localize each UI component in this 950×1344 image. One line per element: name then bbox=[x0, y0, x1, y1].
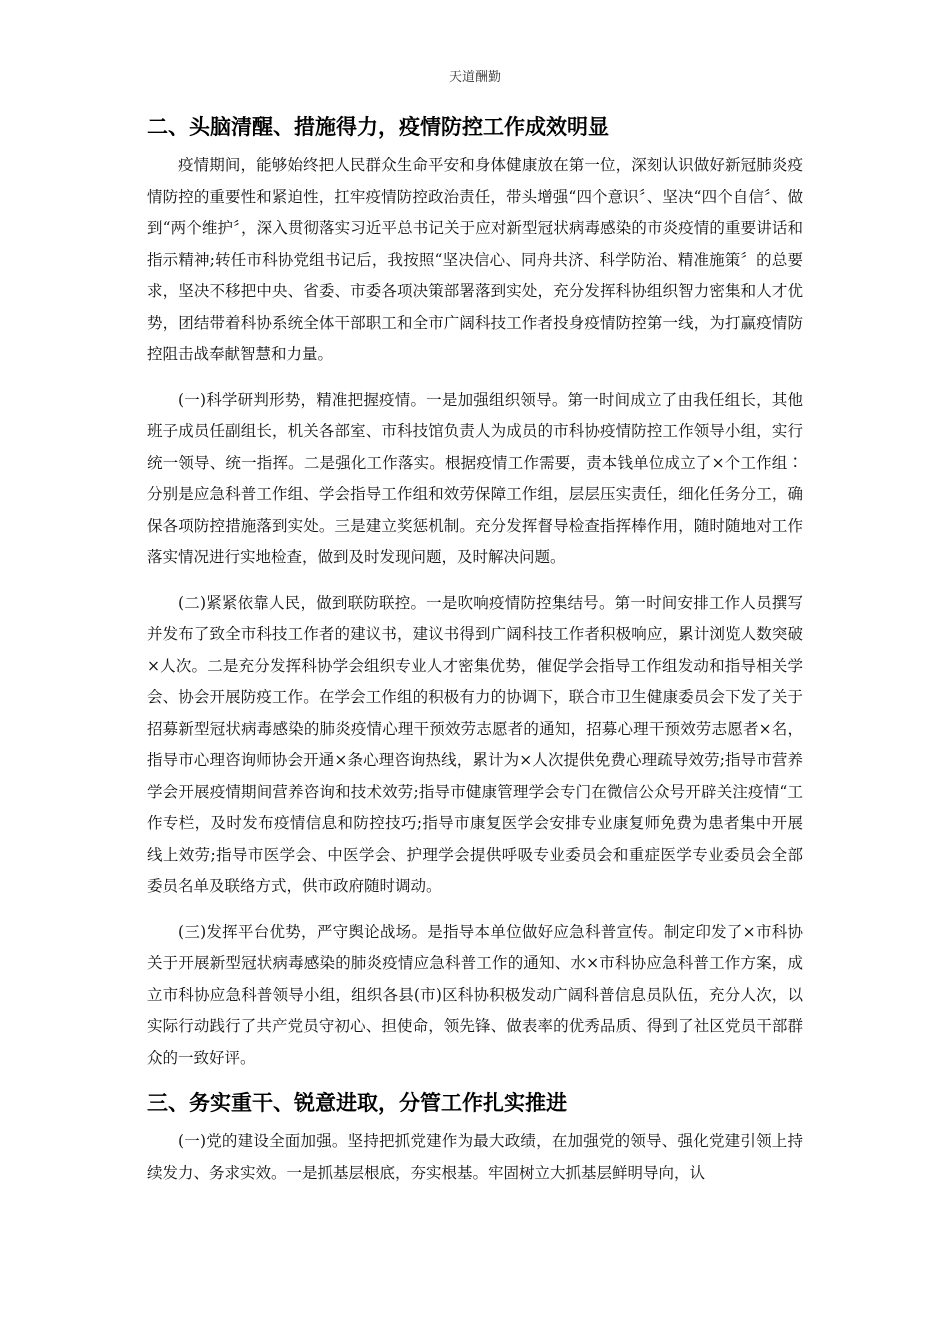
paragraph-intro: 疫情期间，能够始终把人民群众生命平安和身体健康放在第一位，深刻认识做好新冠肺炎疫情防控的重要性和紧迫性，扛牢疫情防控政治责任，带头增强“四个意识〞、坚决“四个自信〞、做到“两个维护〞，深入贯彻落实习近平总书记关于应对新型冠状病毒感染的市炎疫情的重要讲话和指示精神;转任市科协党组书记后，我按照“坚决信心、同舟共济、科学防治、精准施策〞的总要求，坚决不移把中央、省委、市委各项决策部署落到实处，充分发挥科协组织智力密集和人才优势，团结带着科协系统全体干部职工和全市广阔科技工作者投身疫情防控第一线，为打赢疫情防控阻击战奉献智慧和力量。 bbox=[147, 156, 803, 363]
document-body bbox=[147, 112, 803, 1203]
paragraph-joint-prevention: (二)紧紧依靠人民，做到联防联控。一是吹响疫情防控集结号。第一时间安排工作人员撰写并发布了致全市科技工作者的建议书，建议书得到广阔科技工作者积极响应，累计浏览人数突破×人次。二是充分发挥科协学会组织专业人才密集优势，催促学会指导工作组发动和指导相关学会、协会开展防疫工作。在学会工作组的积极有力的协调下，联合市卫生健康委员会下发了关于招募新型冠状病毒感染的肺炎疫情心理干预效劳志愿者的通知，招募心理干预效劳志愿者×名，指导市心理咨询师协会开通×条心理咨询热线，累计为×人次提供免费心理疏导效劳;指导市营养学会开展疫情期间营养咨询和技术效劳;指导市健康管理学会专门在微信公众号开辟关注疫情“工作专栏，及时发布疫情信息和防控技巧;指导市康复医学会安排专业康复师免费为患者集中开展线上效劳;指导市医学会、中医学会、护理学会提供呼吸专业委员会和重症医学专业委员会全部委员名单及联络方式，供市政府随时调动。 bbox=[147, 593, 803, 895]
paragraph-party-building: (一)党的建设全面加强。坚持把抓党建作为最大政绩，在加强党的领导、强化党建引领上持续发力、务求实效。一是抓基层根底，夯实根基。牢固树立大抓基层鲜明导向，认 bbox=[147, 1132, 803, 1182]
paragraph-research-situation: (一)科学研判形势，精准把握疫情。一是加强组织领导。第一时间成立了由我任组长，其他班子成员任副组长，机关各部室、市科技馆负责人为成员的市科协疫情防控工作领导小组，实行统一领导、统一指挥。二是强化工作落实。根据疫情工作需要，责本钱单位成立了×个工作组∶分别是应急科普工作组、学会指导工作组和效劳保障工作组，层层压实责任，细化任务分工，确保各项防控措施落到实处。三是建立奖惩机制。充分发挥督导检查指挥棒作用，随时随地对工作落实情况进行实地检查，做到及时发现问题，及时解决问题。 bbox=[147, 390, 803, 566]
section-heading-2: 二、头脑清醒、措施得力，疫情防控工作成效明显 bbox=[147, 115, 609, 139]
paragraph-platform-advantage: (三)发挥平台优势，严守舆论战场。是指导本单位做好应急科普宣传。制定印发了×市科协关于开展新型冠状病毒感染的肺炎疫情应急科普工作的通知、水×市科协应急科普工作方案，成立市科协应急科普领导小组，组织各县(市)区科协积极发动广阔科普信息员队伍，充分人次，以实际行动践行了共产党员守初心、担使命，领先锋、做表率的优秀品质、得到了社区党员干部群众的一致好评。 bbox=[147, 922, 803, 1067]
page-header bbox=[0, 66, 950, 85]
header-title: 天道酬勤 bbox=[448, 70, 501, 85]
section-heading-3: 三、务实重干、锐意进取，分管工作扎实推进 bbox=[147, 1091, 567, 1115]
